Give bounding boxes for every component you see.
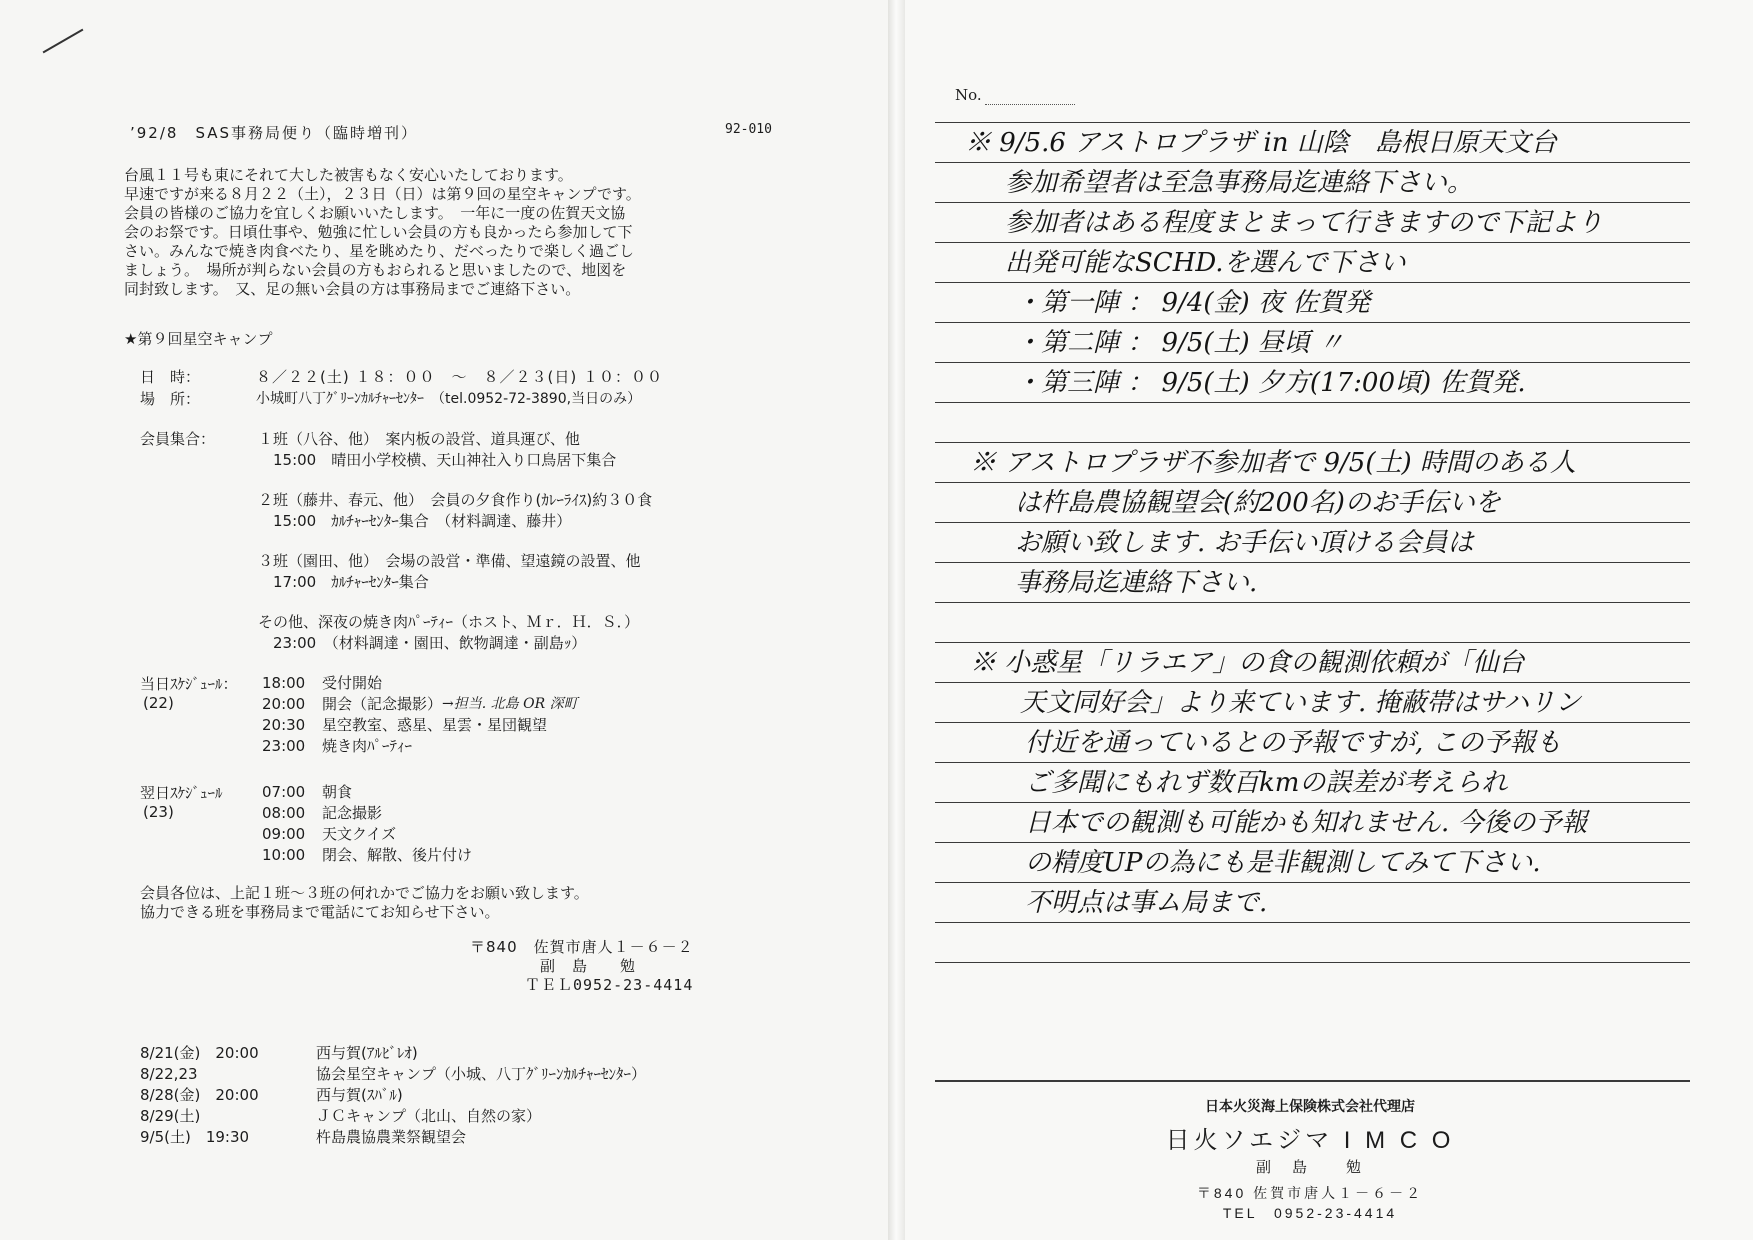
ruled-line xyxy=(935,162,1690,163)
event-text: 西与賀(ｱﾙﾋﾞﾚｵ) xyxy=(316,1044,418,1062)
handwritten-line: ・第二陣 ： 9/5(土) 昼頃 〃 xyxy=(1015,328,1345,358)
day2-schedule xyxy=(262,782,882,866)
place-label: 場 所： xyxy=(140,390,201,408)
event-row xyxy=(140,1106,646,1127)
ruled-line xyxy=(935,882,1690,883)
shop-address: 〒840 佐賀市唐人１－６－２ xyxy=(1196,1185,1424,1201)
schedule-time: 18:00 xyxy=(262,674,306,692)
shop-name: 日火ソエジマ I M C O xyxy=(1165,1127,1455,1154)
event-text: 西与賀(ｽﾊﾞﾙ) xyxy=(316,1086,403,1104)
closing-line: 協力できる班を事務局まで電話にてお知らせ下さい。 xyxy=(140,903,500,921)
event-date: 8/22,23 xyxy=(140,1065,198,1083)
schedule-item: 受付開始 xyxy=(322,674,383,692)
ruled-line xyxy=(935,682,1690,683)
schedule-row xyxy=(262,736,882,757)
event-row xyxy=(140,1127,646,1148)
group2-meet: 15:00 ｶﾙﾁｬｰｾﾝﾀｰ集合 （材料調達、藤井） xyxy=(273,512,572,530)
intro-line: さい。みんなで焼き肉食べたり、星を眺めたり、だべったりで楽しく過ごし xyxy=(124,242,635,260)
schedule-item: 天文クイズ xyxy=(322,825,397,843)
handwritten-line: 出発可能なSCHD.を選んで下さい xyxy=(1005,248,1406,278)
number-label: No. xyxy=(955,86,982,104)
handwritten-line: ・第一陣 ： 9/4(金) 夜 佐賀発 xyxy=(1015,288,1371,318)
event-date: 8/29(土) xyxy=(140,1107,201,1125)
day2-label: 翌日ｽｹｼﾞｭｰﾙ xyxy=(140,784,223,802)
day2-date: (23) xyxy=(143,803,174,821)
schedule-row xyxy=(262,694,882,715)
ruled-line xyxy=(935,362,1690,363)
document-number: 92-010 xyxy=(725,122,772,137)
ruled-line xyxy=(935,482,1690,483)
schedule-time: 20:30 xyxy=(262,716,306,734)
event-date: 8/28(金) 20:00 xyxy=(140,1086,259,1104)
event-list xyxy=(140,1043,646,1148)
handwritten-line: ・第三陣 ： 9/5(土) 夕方(17:00頃) 佐賀発. xyxy=(1015,368,1526,398)
group1-duty: １班（八谷、他） 案内板の設営、道具運び、他 xyxy=(258,430,580,448)
schedule-time: 20:00 xyxy=(262,695,306,713)
intro-line: 早速ですが来る８月２２（土），２３日（日）は第９回の星空キャンプです。 xyxy=(124,185,641,203)
event-date: 8/21(金) 20:00 xyxy=(140,1044,259,1062)
schedule-item: 閉会、解散、後片付け xyxy=(322,846,473,864)
page-fold xyxy=(888,0,906,1240)
sender-tel: ＴＥＬ0952-23-4414 xyxy=(525,976,694,994)
day1-date: (22) xyxy=(143,694,174,712)
schedule-time: 23:00 xyxy=(262,737,306,755)
sender-name: 副 島 勉 xyxy=(540,957,637,975)
handwritten-line: 日本での観測も可能かも知れません. 今後の予報 xyxy=(1025,808,1588,838)
handwritten-line: 参加者はある程度まとまって行きますので下記より xyxy=(1005,208,1604,238)
ruled-line xyxy=(935,402,1690,403)
schedule-time: 10:00 xyxy=(262,846,306,864)
intro-paragraph xyxy=(124,166,774,299)
schedule-row xyxy=(262,715,882,736)
ruled-line xyxy=(935,282,1690,283)
event-text: 協会星空キャンプ（小城、八丁ｸﾞﾘｰﾝｶﾙﾁｬｰｾﾝﾀｰ） xyxy=(316,1065,647,1083)
handwritten-line: は杵島農協観望会(約200名)のお手伝いを xyxy=(1015,488,1501,518)
newsletter-header: ’92/8 SAS事務局便り（臨時増刊） xyxy=(130,124,419,142)
group3-duty: ３班（園田、他） 会場の設営・準備、望遠鏡の設置、他 xyxy=(258,552,641,570)
ruled-line xyxy=(935,762,1690,763)
schedule-item: 記念撮影 xyxy=(322,804,383,822)
event-row xyxy=(140,1085,646,1106)
group1-meet: 15:00 晴田小学校横、天山神社入り口鳥居下集合 xyxy=(273,451,617,469)
schedule-item: 焼き肉ﾊﾟｰﾃｨｰ xyxy=(322,737,413,755)
ruled-line xyxy=(935,522,1690,523)
schedule-item: 星空教室、惑星、星雲・星団観望 xyxy=(322,716,548,734)
ruled-line xyxy=(935,322,1690,323)
group3-meet: 17:00 ｶﾙﾁｬｰｾﾝﾀｰ集合 xyxy=(273,573,429,591)
schedule-item: 朝食 xyxy=(322,783,353,801)
event-row xyxy=(140,1043,646,1064)
day1-label: 当日ｽｹｼﾞｭｰﾙ： xyxy=(140,675,238,693)
pen-stroke xyxy=(43,29,84,54)
intro-line: 会員の皆様のご協力を宜しくお願いいたします。 一年に一度の佐賀天文協 xyxy=(124,204,626,222)
event-text: ＪＣキャンプ（北山、自然の家） xyxy=(316,1107,542,1125)
date-label: 日 時： xyxy=(140,368,201,386)
handwritten-line: 参加希望者は至急事務局迄連絡下さい。 xyxy=(1005,168,1474,198)
closing-line: 会員各位は、上記１班～３班の何れかでご協力をお願い致します。 xyxy=(140,884,589,902)
group2-duty: ２班（藤井、春元、他） 会員の夕食作り(ｶﾚｰﾗｲｽ)約３０食 xyxy=(258,491,653,509)
handwritten-line: 天文同好会」より来ています. 掩蔽帯はサハリン xyxy=(1020,688,1581,718)
handwritten-line: お願い致します. お手伝い頂ける会員は xyxy=(1015,528,1474,558)
day1-schedule xyxy=(262,673,882,757)
date-value: ８／２２(土) １８：００ ～ ８／２３(日) １０：００ xyxy=(256,368,663,386)
ruled-line xyxy=(935,962,1690,963)
intro-line: 台風１１号も東にそれて大した被害もなく安心いたしております。 xyxy=(124,166,573,184)
ruled-line xyxy=(935,242,1690,243)
intro-line: 同封致します。 又、足の無い会員の方は事務局までご連絡下さい。 xyxy=(124,280,581,298)
ruled-line xyxy=(935,642,1690,643)
event-date: 9/5(土) 19:30 xyxy=(140,1128,250,1146)
schedule-item: 開会（記念撮影） xyxy=(322,695,443,713)
schedule-row xyxy=(262,673,882,694)
other-duty: その他、深夜の焼き肉ﾊﾟｰﾃｨｰ（ホスト、Ｍｒ．Ｈ．Ｓ．） xyxy=(258,613,640,631)
handwritten-line: ※ 9/5.6 アストロプラザ in 山陰 島根日原天文台 xyxy=(965,128,1557,158)
ruled-line xyxy=(935,202,1690,203)
schedule-row xyxy=(262,824,882,845)
schedule-time: 08:00 xyxy=(262,804,306,822)
owner-name: 副 島 勉 xyxy=(1255,1159,1364,1176)
handwritten-line: ※ 小惑星「リラエア」の食の観測依頼が「仙台 xyxy=(970,648,1525,678)
schedule-row xyxy=(262,845,882,866)
intro-line: ましょう。 場所が判らない会員の方もおられると思いましたので、地図を xyxy=(124,261,627,279)
event-row xyxy=(140,1064,646,1085)
meeting-label: 会員集合： xyxy=(140,430,216,448)
ruled-line xyxy=(935,922,1690,923)
handwritten-line: 事務局迄連絡下さい. xyxy=(1015,568,1258,598)
ruled-line xyxy=(935,602,1690,603)
handwritten-line: ※ アストロプラザ不参加者で 9/5(土) 時間のある人 xyxy=(970,448,1576,478)
handwritten-line: 不明点は事ム局まで. xyxy=(1025,888,1268,918)
agency-label: 日本火災海上保険株式会社代理店 xyxy=(1205,1098,1415,1114)
section-title: ★第９回星空キャンプ xyxy=(124,330,273,348)
ruled-line-bottom xyxy=(935,1080,1690,1082)
place-value: 小城町八丁ｸﾞﾘｰﾝｶﾙﾁｬｰｾﾝﾀｰ （tel.0952-72-3890,当日のみ） xyxy=(256,391,642,407)
handwritten-line: の精度UPの為にも是非観測してみて下さい. xyxy=(1025,848,1541,878)
ruled-line xyxy=(935,442,1690,443)
event-text: 杵島農協農業祭観望会 xyxy=(316,1128,467,1146)
schedule-row xyxy=(262,782,882,803)
sender-address: 〒840 佐賀市唐人１－６－２ xyxy=(470,938,694,956)
handwritten-line: ご多聞にもれず数百kmの誤差が考えられ xyxy=(1025,768,1508,798)
handwritten-line: 付近を通っているとの予報ですが, この予報も xyxy=(1025,728,1562,758)
ruled-line xyxy=(935,842,1690,843)
ruled-line xyxy=(935,562,1690,563)
number-blank xyxy=(985,104,1075,105)
handwritten-note: →担当. 北島 OR 深町 xyxy=(442,696,578,712)
schedule-time: 09:00 xyxy=(262,825,306,843)
shop-tel: TEL 0952-23-4414 xyxy=(1222,1205,1398,1221)
ruled-line xyxy=(935,122,1690,123)
ruled-line xyxy=(935,802,1690,803)
intro-line: 会のお祭です。日頃仕事や、勉強に忙しい会員の方も良かったら参加して下 xyxy=(124,223,633,241)
schedule-row xyxy=(262,803,882,824)
ruled-line xyxy=(935,722,1690,723)
schedule-time: 07:00 xyxy=(262,783,306,801)
other-meet: 23:00 （材料調達・園田、飲物調達・副島ｯ） xyxy=(273,634,587,652)
